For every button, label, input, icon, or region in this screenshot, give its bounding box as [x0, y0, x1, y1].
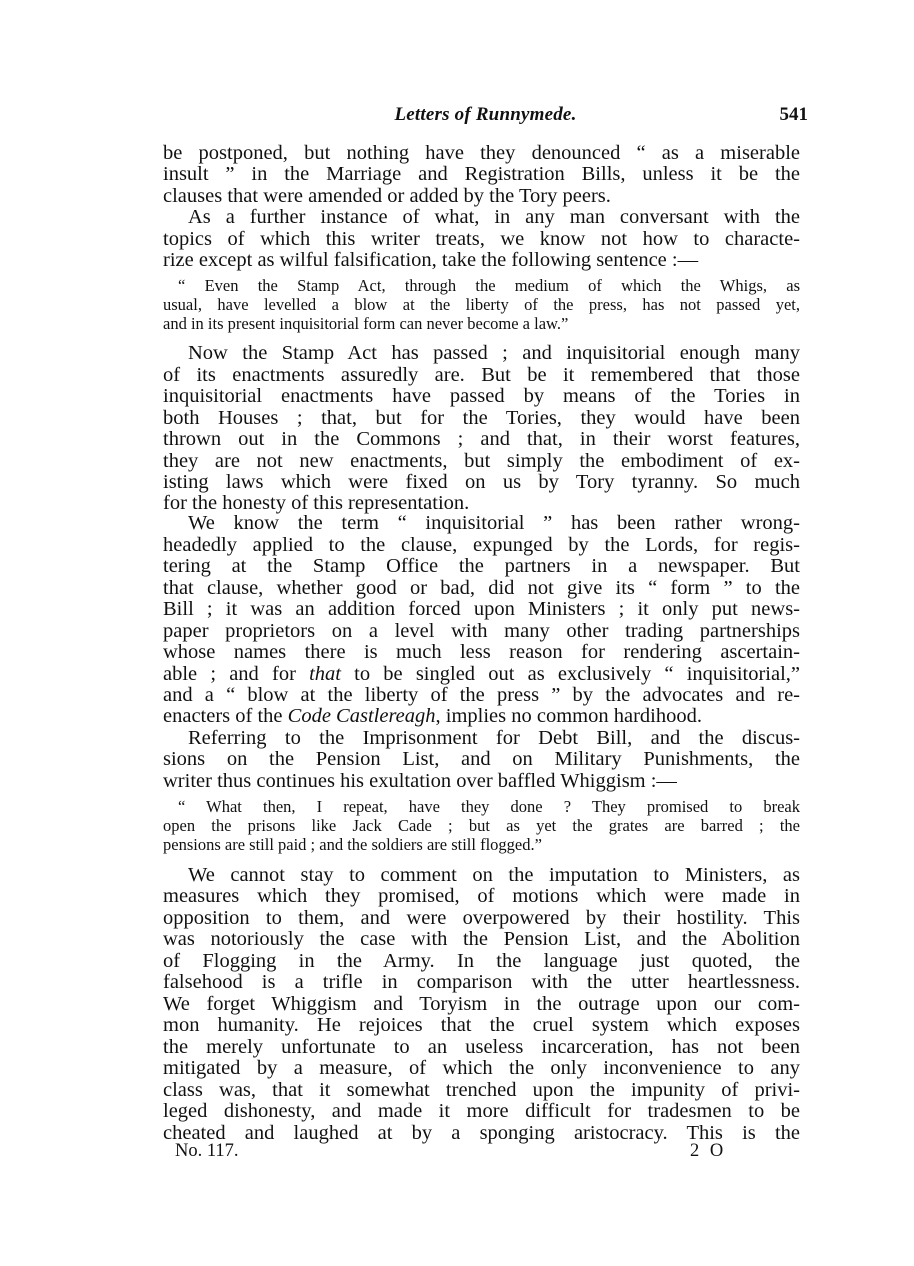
text-line: whose names there is much less reason for rendering ascertain-	[163, 641, 800, 663]
text-line: topics of which this writer treats, we know not how to characte-	[163, 228, 800, 250]
text-line: Bill ; it was an addition forced upon Ministers ; it only put news-	[163, 598, 800, 620]
text-line: able ; and for that to be singled out as exclusively “ inquisitorial,”	[163, 663, 800, 685]
text-line: opposition to them, and were overpowered by their hostility. This	[163, 907, 800, 929]
text-line: rize except as wilful falsification, take the following sentence :—	[163, 249, 699, 271]
text-line: leged dishonesty, and made it more difficult for tradesmen to be	[163, 1100, 800, 1122]
text-line: sions on the Pension List, and on Military Punishments, the	[163, 748, 800, 770]
text-line: cheated and laughed at by a sponging aristocracy. This is the	[163, 1122, 800, 1144]
text-line: tering at the Stamp Office the partners in a newspaper. But	[163, 555, 800, 577]
text-line: and in its present inquisitorial form can never become a law.”	[163, 314, 569, 333]
text-line: pensions are still paid ; and the soldiers are still flogged.”	[163, 835, 542, 854]
text-line: mon humanity. He rejoices that the cruel system which exposes	[163, 1014, 800, 1036]
text-line: mitigated by a measure, of which the only inconvenience to any	[163, 1057, 800, 1079]
text-line: open the prisons like Jack Cade ; but as yet the grates are barred ; the	[163, 816, 800, 835]
text-line: usual, have levelled a blow at the liberty of the press, has not passed yet,	[163, 295, 800, 314]
italic-emphasis: Code Castlereagh	[287, 705, 436, 727]
text-line: We forget Whiggism and Toryism in the outrage upon our com-	[163, 993, 800, 1015]
text-line: falsehood is a trifle in comparison with the utter heartlessness.	[163, 971, 800, 993]
text-line: Now the Stamp Act has passed ; and inquisitorial enough many	[188, 342, 800, 364]
page-number: 541	[779, 104, 808, 125]
text-line: of Flogging in the Army. In the language just quoted, the	[163, 950, 800, 972]
text-line: insult ” in the Marriage and Registration Bills, unless it be the	[163, 163, 800, 185]
text-line: the merely unfortunate to an useless incarceration, has not been	[163, 1036, 800, 1058]
text-line: inquisitorial enactments have passed by means of the Tories in	[163, 385, 800, 407]
text-line: Referring to the Imprisonment for Debt Bill, and the discus-	[188, 727, 800, 749]
text-line: measures which they promised, of motions which were made in	[163, 885, 800, 907]
text-line: for the honesty of this representation.	[163, 492, 470, 514]
issue-number: No. 117.	[175, 1141, 239, 1161]
running-head	[163, 104, 808, 128]
text-line: isting laws which were fixed on us by Tory tyranny. So much	[163, 471, 800, 493]
text-line: they are not new enactments, but simply the embodiment of ex-	[163, 450, 800, 472]
italic-emphasis: that	[309, 663, 341, 685]
text-line: clauses that were amended or added by the Tory peers.	[163, 185, 611, 207]
text-line: We cannot stay to comment on the imputation to Ministers, as	[188, 864, 800, 886]
text-line: and a “ blow at the liberty of the press ” by the advocates and re-	[163, 684, 800, 706]
text-line: of its enactments assuredly are. But be it remembered that those	[163, 364, 800, 386]
text-line: headedly applied to the clause, expunged by the Lords, for regis-	[163, 534, 800, 556]
text-line: “ Even the Stamp Act, through the medium of which the Whigs, as	[178, 276, 800, 295]
text-line: paper proprietors on a level with many other trading partnerships	[163, 620, 800, 642]
text-line: class was, that it somewhat trenched upon the impunity of privi-	[163, 1079, 800, 1101]
text-line: “ What then, I repeat, have they done ? They promised to break	[178, 797, 800, 816]
text-line: writer thus continues his exultation over baffled Whiggism :—	[163, 770, 677, 792]
text-line: As a further instance of what, in any man conversant with the	[188, 206, 800, 228]
signature-mark: 2 O	[690, 1141, 727, 1161]
text-line: thrown out in the Commons ; and that, in their worst features,	[163, 428, 800, 450]
running-title: Letters of Runnymede.	[394, 104, 577, 125]
text-line: that clause, whether good or bad, did not give its “ form ” to the	[163, 577, 800, 599]
text-line: We know the term “ inquisitorial ” has been rather wrong-	[188, 512, 800, 534]
text-line: enacters of the Code Castlereagh, implies no common hardihood.	[163, 705, 702, 727]
text-line: be postponed, but nothing have they denounced “ as a miserable	[163, 142, 800, 164]
text-line: both Houses ; that, but for the Tories, they would have been	[163, 407, 800, 429]
text-line: was notoriously the case with the Pension List, and the Abolition	[163, 928, 800, 950]
